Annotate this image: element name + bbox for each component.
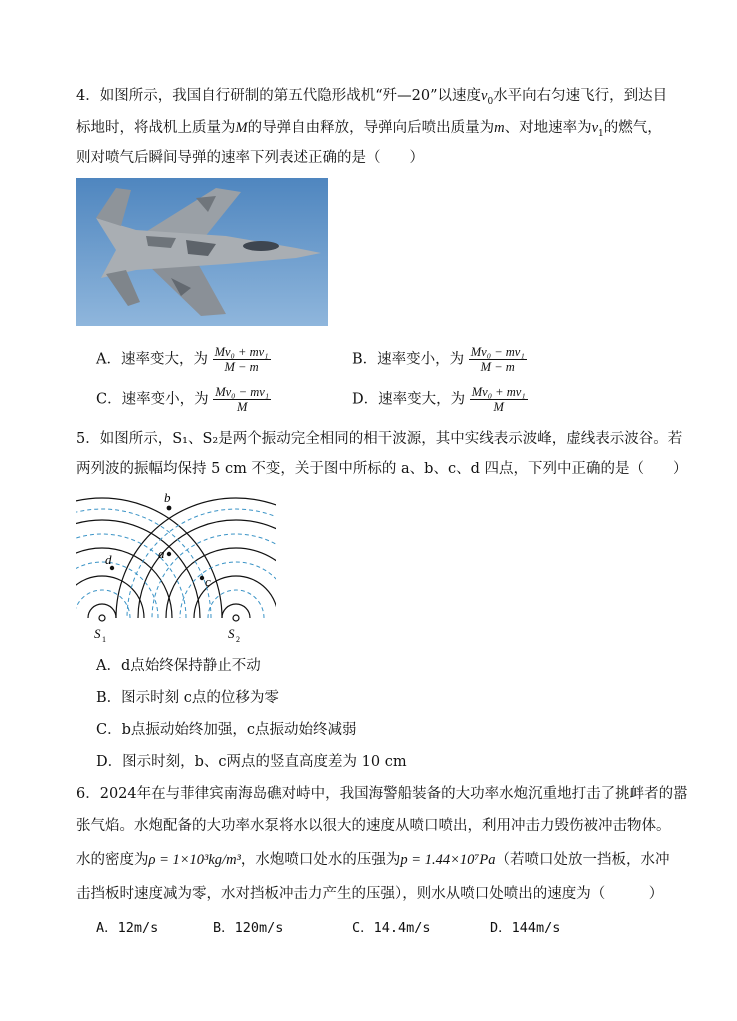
q4-option-a[interactable]: A．速率变大，为 $\frac{\text{Mv₀ + mv₁}}{M - m}$ — [96, 345, 269, 374]
q4-option-d[interactable]: D．速率变大，为 $\frac{\text{Mv₀ + mv₁}}{M}$ — [352, 385, 526, 414]
source-s2-label: S — [228, 626, 235, 641]
point-a-label: a — [158, 546, 165, 561]
source-s1-sub: 1 — [102, 635, 106, 644]
q6-stem-line4: 击挡板时速度减为零，水对挡板冲击力产生的压强），则水从喷口处喷出的速度为（ ） — [76, 886, 664, 902]
point-d-label: d — [105, 552, 112, 567]
point-b-marker — [167, 506, 172, 511]
q6-option-c[interactable]: C．14.4m/s — [352, 920, 431, 936]
q6-option-a[interactable]: A．12m/s — [96, 920, 159, 936]
point-a-marker — [167, 552, 171, 556]
point-c-label: c — [205, 574, 211, 589]
q4-option-c[interactable]: C．速率变小，为 $\frac{\text{Mv₀ − mv₁}}{M}$ — [96, 385, 270, 414]
q5-option-d[interactable]: D．图示时刻，b、c两点的竖直高度差为 10 cm — [96, 754, 407, 770]
q6-stem-line3: 水的密度为ρ = 1×10³kg/m³，水炮喷口处水的压强为p = 1.44×10⁷Pa（若喷口处放一挡板，水冲 — [76, 852, 670, 868]
q4-stem-line3: 则对喷气后瞬间导弹的速率下列表述正确的是（ ） — [76, 150, 424, 166]
q5-stem-line1: 5．如图所示，S₁、S₂是两个振动完全相同的相干波源，其中实线表示波峰，虚线表示波谷。若 — [76, 431, 683, 447]
source-s2-marker — [233, 615, 239, 621]
source-s2-sub: 2 — [236, 635, 240, 644]
q4-option-b[interactable]: B．速率变小，为 $\frac{\text{Mv₀ − mv₁}}{M - m}$ — [352, 345, 525, 374]
q5-stem-line2: 两列波的振幅均保持 5 cm 不变，关于图中所标的 a、b、c、d 四点，下列中正确的是（ ） — [76, 461, 688, 477]
source-s1-label: S — [94, 626, 101, 641]
wave-interference-diagram — [76, 486, 276, 646]
q4-stem-line2: 标地时，将战机上质量为M的导弹自由释放，导弹向后喷出质量为m、对地速率为$v_1$的燃气， — [76, 120, 662, 139]
point-b-label: b — [164, 490, 171, 505]
point-c-marker — [200, 576, 204, 580]
q6-option-d[interactable]: D．144m/s — [490, 920, 561, 936]
q5-option-b[interactable]: B．图示时刻 c点的位移为零 — [96, 690, 279, 706]
q4-stem-line1: 4．如图所示，我国自行研制的第五代隐形战机“歼—20”以速度$v_0$水平向右匀速飞行，到达目 — [76, 88, 668, 107]
fighter-jet-photo — [76, 178, 328, 326]
q6-stem-line1: 6．2024年在与菲律宾南海岛礁对峙中，我国海警船装备的大功率水炮沉重地打击了挑衅者的嚣 — [76, 786, 688, 802]
source-s1-marker — [99, 615, 105, 621]
q6-stem-line2: 张气焰。水炮配备的大功率水泵将水以很大的速度从喷口喷出，利用冲击力毁伤被冲击物体。 — [76, 818, 671, 834]
q5-option-c[interactable]: C．b点振动始终加强，c点振动始终减弱 — [96, 722, 357, 738]
q6-option-b[interactable]: B．120m/s — [213, 920, 284, 936]
q5-option-a[interactable]: A．d点始终保持静止不动 — [96, 658, 261, 674]
